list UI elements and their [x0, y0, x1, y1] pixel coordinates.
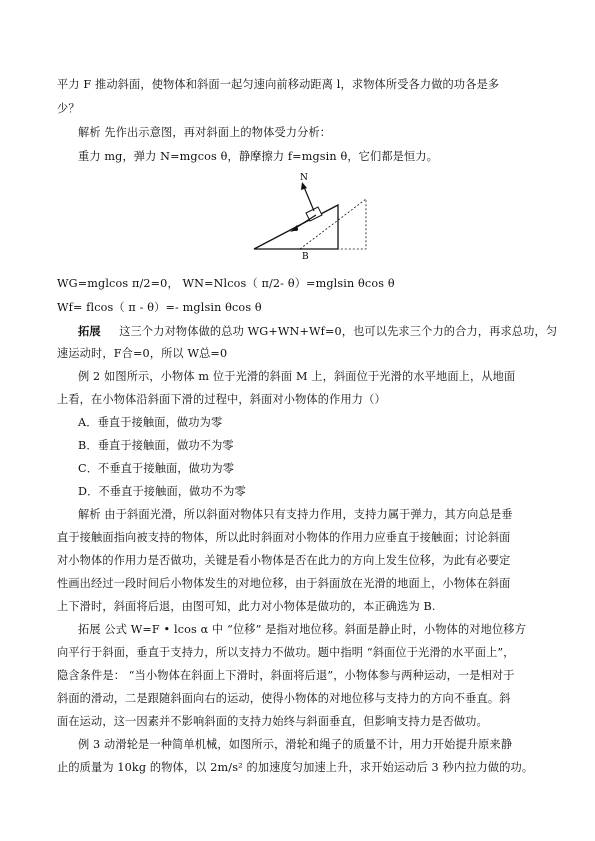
block — [306, 207, 322, 221]
option-c: C．不垂直于接触面，做功为零 — [78, 462, 235, 475]
incline-force-diagram — [250, 167, 382, 261]
text-line: 平力 F 推动斜面，使物体和斜面一起匀速向前移动距离 l，求物体所受各力做的功各是多 — [57, 78, 500, 91]
extension-text: 这三个力对物体做的总功 WG+WN+Wf=0，也可以先求三个力的合力，再求总功，匀 — [119, 325, 558, 338]
text-line: 解析 由于斜面光滑，所以斜面对物体只有支持力作用，支持力属于弹力，其方向总是垂 — [78, 508, 513, 521]
text-line: 隐含条件是： “当小物体在斜面上下滑时，斜面将后退”，小物体参与两种运动，一是相对于 — [57, 669, 515, 682]
label-n: N — [300, 173, 308, 183]
normal-arrow-head — [301, 182, 307, 190]
text-line: 少？ — [57, 102, 80, 115]
text-line: 止的质量为 10kg 的物体，以 2m/s² 的加速度匀加速上升，求开始运动后 3 秒内拉力做的功。 — [57, 761, 534, 774]
text-line: 拓展 公式 W=F • lcos α 中 “位移” 是指对地位移。斜面是静止时，小物体的对地位移方 — [78, 623, 526, 636]
text-line: 上看，在小物体沿斜面下滑的过程中，斜面对小物体的作用力（） — [57, 393, 386, 406]
work-friction: Wf= flcos（ π - θ）=- mglsin θcos θ — [57, 301, 262, 314]
option-d: D．不垂直于接触面，做功不为零 — [78, 485, 246, 498]
option-b: B．垂直于接触面，做功不为零 — [78, 439, 234, 452]
work-gravity-normal: WG=mglcos π/2=0， WN=Nlcos（ π/2- θ）=mglsin θcos θ — [57, 277, 395, 290]
text-line: 面在运动，这一因素并不影响斜面的支持力始终与斜面垂直，但影响支持力是否做功。 — [57, 715, 488, 728]
displaced-incline — [300, 199, 366, 249]
normal-force-arrow — [304, 187, 314, 211]
text-line: 性画出经过一段时间后小物体发生的对地位移，由于斜面放在光滑的地面上，小物体在斜面 — [57, 577, 511, 590]
incline-diagram-svg — [250, 167, 382, 261]
pivot-dot — [294, 227, 298, 231]
extension-label: 拓展 — [78, 324, 101, 338]
text-line: 对小物体的作用力是否做功，关键是看小物体是否在此力的方向上发生位移，为此有必要定 — [57, 554, 511, 567]
text-line: 斜面的滑动，二是跟随斜面向右的运动，使得小物体的对地位移与支持力的方向不垂直。斜 — [57, 692, 511, 705]
option-a: A．垂直于接触面，做功为零 — [78, 416, 223, 429]
label-b: B — [302, 252, 309, 261]
text-line — [78, 324, 568, 339]
example-3-title: 例 3 动滑轮是一种简单机械，如图所示，滑轮和绳子的质量不计，用力开始提升原来静 — [78, 738, 513, 751]
text-line: 重力 mg，弹力 N=mgcos θ，静摩擦力 f=mgsin θ，它们都是恒力。 — [78, 150, 439, 163]
text-line: 直于接触面指向被支持的物体，所以此时斜面对小物体的作用力应垂直于接触面；讨论斜面 — [57, 531, 511, 544]
text-line: 速运动时，F合=0，所以 W总=0 — [57, 347, 228, 360]
text-line: 解析 先作出示意图，再对斜面上的物体受力分析： — [78, 126, 332, 139]
text-line: 上下滑时，斜面将后退，由图可知，此力对小物体是做功的，本正确选为 B. — [57, 600, 436, 613]
example-2-title: 例 2 如图所示，小物体 m 位于光滑的斜面 M 上，斜面位于光滑的水平地面上，从地面 — [78, 370, 516, 383]
text-line: 向平行于斜面，垂直于支持力，所以支持力不做功。题中指明 “斜面位于光滑的水平面上”， — [57, 646, 515, 659]
